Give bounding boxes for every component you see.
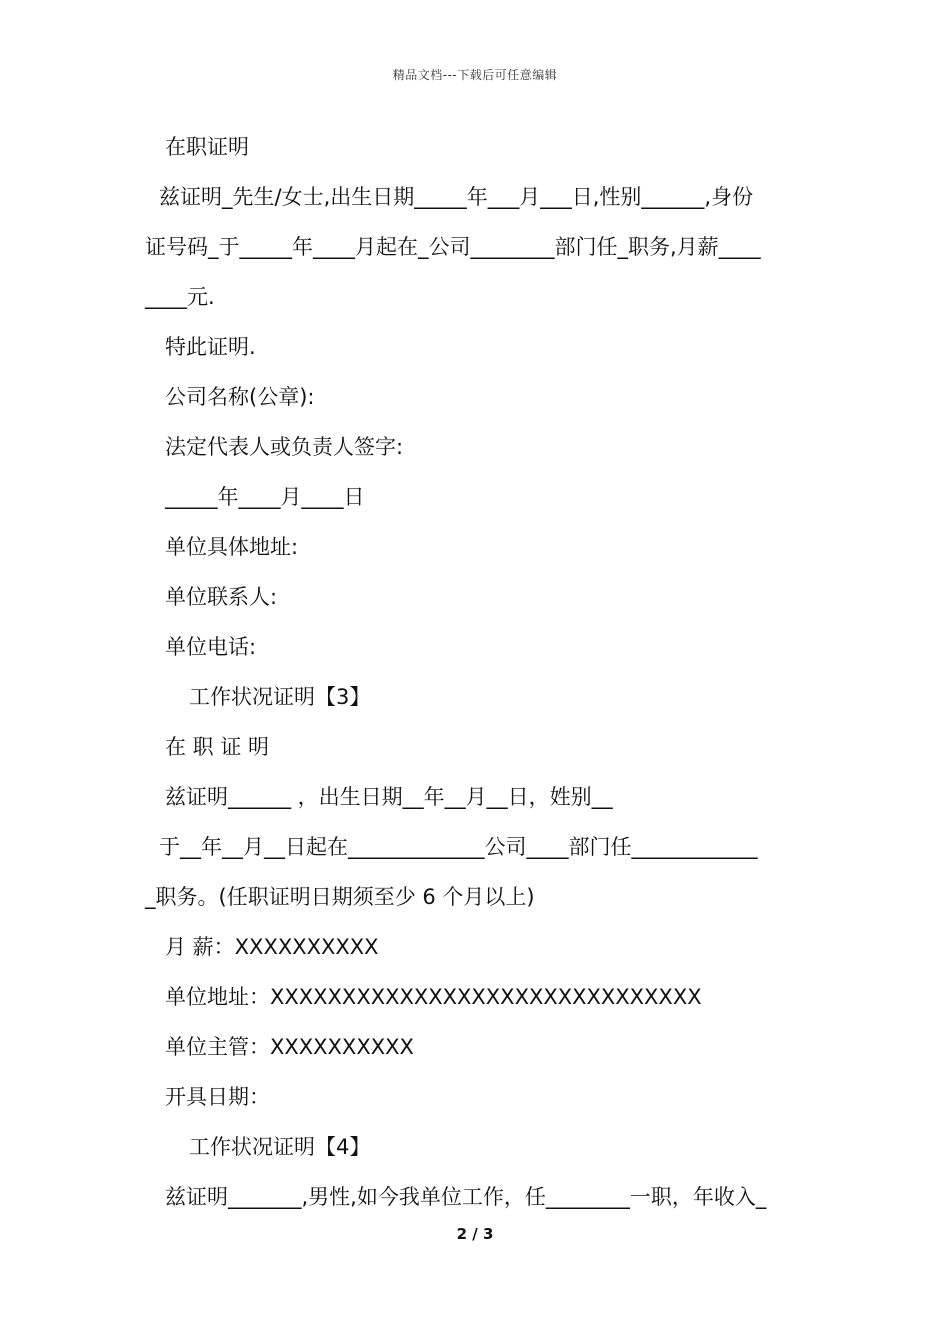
- doc-line: 兹证明_先生/女士,出生日期_____年___月___日,性别______,身份: [159, 185, 754, 209]
- doc-line: 月 薪：XXXXXXXXXX: [165, 935, 379, 959]
- doc-line: 公司名称(公章):: [165, 385, 315, 409]
- page-header: 精品文档---下载后可任意编辑: [392, 68, 558, 82]
- section-heading: 工作状况证明【4】: [189, 1135, 371, 1159]
- doc-line: 单位主管：XXXXXXXXXX: [165, 1035, 414, 1059]
- doc-line: 在 职 证 明: [165, 735, 270, 759]
- doc-line: 法定代表人或负责人签字:: [165, 435, 404, 459]
- section-heading: 工作状况证明【3】: [189, 685, 371, 709]
- doc-line: 单位具体地址:: [165, 535, 299, 559]
- doc-line: 在职证明: [165, 135, 249, 159]
- doc-line: 单位电话:: [165, 635, 257, 659]
- doc-line: _职务。(任职证明日期须至少 6 个月以上): [145, 885, 535, 909]
- doc-line: 兹证明_______,男性,如今我单位工作，任________一职，年收入_: [165, 1185, 767, 1209]
- doc-line: _____年____月____日: [165, 485, 365, 509]
- doc-line: 兹证明______ ，出生日期__年__月__日，姓别__: [165, 785, 613, 809]
- doc-line: ____元.: [145, 285, 215, 309]
- doc-line: 单位联系人:: [165, 585, 278, 609]
- doc-line: 特此证明.: [165, 335, 256, 359]
- page-number: 2 / 3: [456, 1225, 494, 1243]
- doc-line: 于__年__月__日起在_____________公司____部门任____________: [159, 835, 758, 859]
- doc-line: 单位地址：XXXXXXXXXXXXXXXXXXXXXXXXXXXXXX: [165, 985, 702, 1009]
- doc-line: 证号码_于_____年____月起在_公司________部门任_职务,月薪____: [145, 235, 761, 259]
- doc-line: 开具日期：: [165, 1085, 270, 1109]
